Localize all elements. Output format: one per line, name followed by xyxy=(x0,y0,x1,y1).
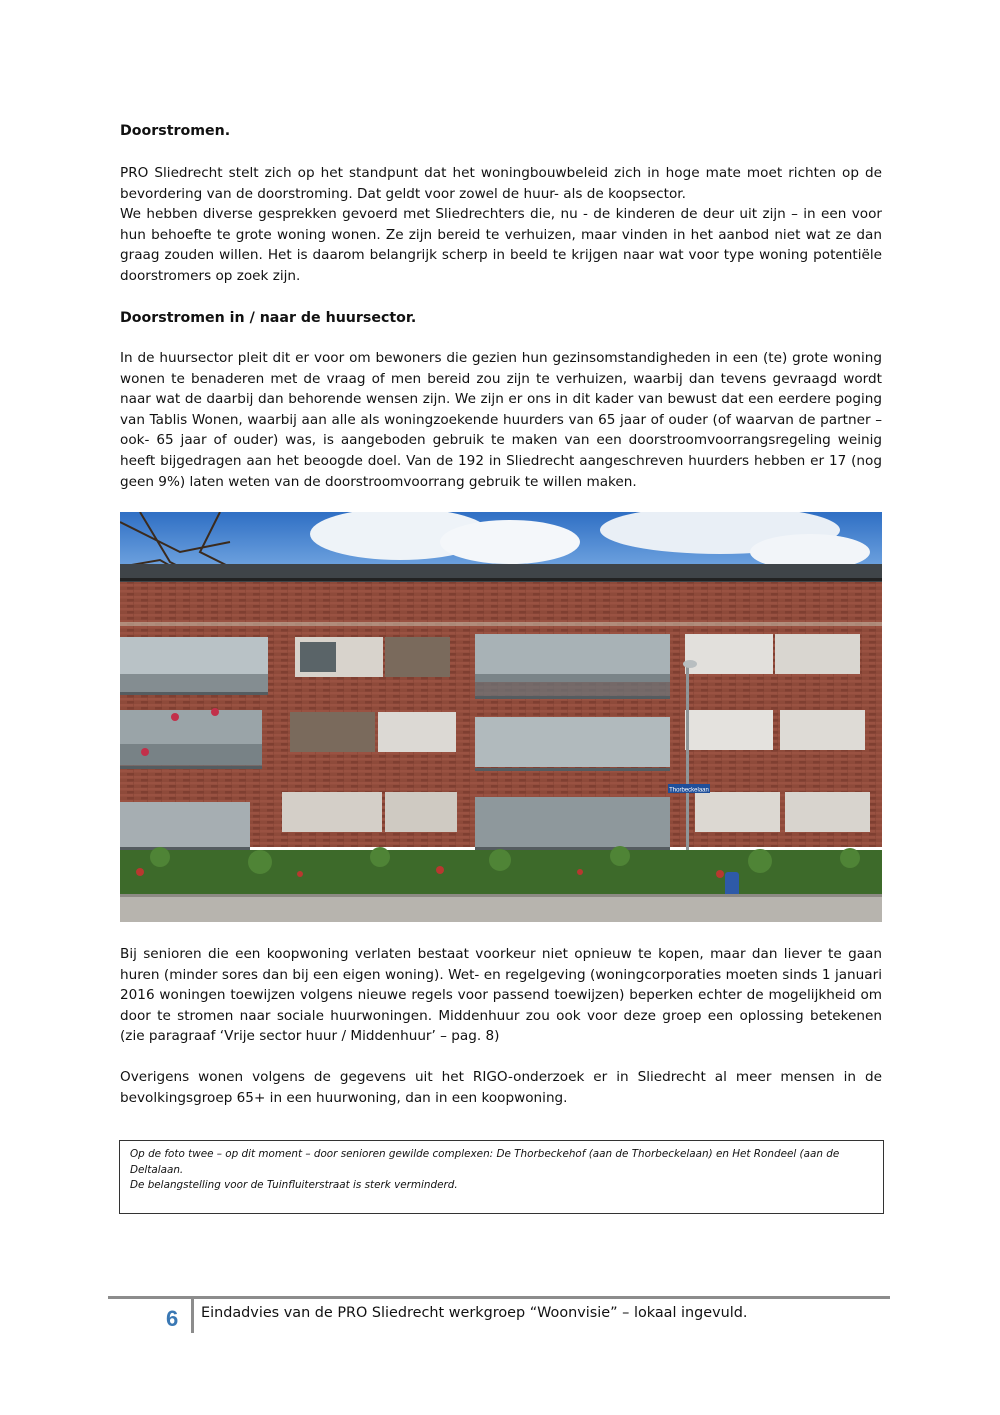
paragraph-gesprekken: We hebben diverse gesprekken gevoerd met Sliedrechters die, nu - de kinderen de deur uit zijn – in een voor hun behoefte te grote woning wonen. Ze zijn bereid te verhuizen, maar vinden in het aanbod niet wat ze dan graag zouden willen. Het is daarom belangrijk scherp in beeld te krijgen naar wat voor type woning potentiële doorstromers op zoek zijn. xyxy=(120,206,882,284)
heading-doorstromen: Doorstromen. xyxy=(120,123,231,139)
caption-line-complexen: Op de foto twee – op dit moment – door senioren gewilde complexen: De Thorbeckehof (aan de Thorbeckelaan) en Het Rondeel (aan de Deltalaan. xyxy=(130,1148,840,1176)
heading-huursector: Doorstromen in / naar de huursector. xyxy=(120,310,417,326)
page-number: 6 xyxy=(166,1306,179,1331)
footer-divider xyxy=(108,1296,890,1299)
photo-caption-box xyxy=(119,1140,884,1214)
paragraph-standpunt: PRO Sliedrecht stelt zich op het standpunt dat het woningbouwbeleid zich in hoge mate moet richten op de bevordering van de doorstroming. Dat geldt voor zowel de huur- als de koopsector. xyxy=(120,165,882,202)
apartment-building-photo xyxy=(120,512,882,922)
paragraph-rigo: Overigens wonen volgens de gegevens uit het RIGO-onderzoek er in Sliedrecht al meer mensen in de bevolkingsgroep 65+ in een huurwoning, dan in een koopwoning. xyxy=(120,1069,882,1106)
footer-title: Eindadvies van de PRO Sliedrecht werkgroep “Woonvisie” – lokaal ingevuld. xyxy=(201,1305,748,1321)
footer-vertical-divider xyxy=(191,1299,194,1333)
paragraph-senioren: Bij senioren die een koopwoning verlaten bestaat voorkeur niet opnieuw te kopen, maar dan liever te gaan huren (minder sores dan bij een eigen woning). Wet- en regelgeving (woningcorporaties moeten sinds 1 januari 2016 woningen toewijzen volgens nieuwe regels voor passend toewijzen) beperken echter de mogelijkheid om door te stromen naar sociale huurwoningen. Middenhuur zou ook voor deze groep een oplossing betekenen (zie paragraaf ‘Vrije sector huur / Middenhuur’ – pag. 8) xyxy=(120,946,882,1045)
street-sign-text: Thorbeckelaan xyxy=(669,787,709,794)
paragraph-huursector: In de huursector pleit dit er voor om bewoners die gezien hun gezinsomstandigheden in een (te) grote woning wonen te benaderen met de vraag of men bereid zou zijn te verhuizen, waarbij dan tevens gevraagd wordt naar wat de daarbij dan behorende wensen zijn. We zijn er ons in dit kader van bewust dat een eerdere poging van Tablis Wonen, waarbij aan alle als woningzoekende huurders van 65 jaar of ouder (of waarvan de partner – ook- 65 jaar of ouder) was, is aangeboden gebruik te maken van een doorstroomvoorrangsregeling weinig heeft bijgedragen aan het beoogde doel. Van de 192 in Sliedrecht aangeschreven huurders hebben er 17 (nog geen 9%) laten weten van de doorstroomvoorrang gebruik te willen maken. xyxy=(120,350,882,490)
caption-line-tuinfluiterstraat: De belangstelling voor de Tuinfluiterstraat is sterk verminderd. xyxy=(130,1179,458,1191)
